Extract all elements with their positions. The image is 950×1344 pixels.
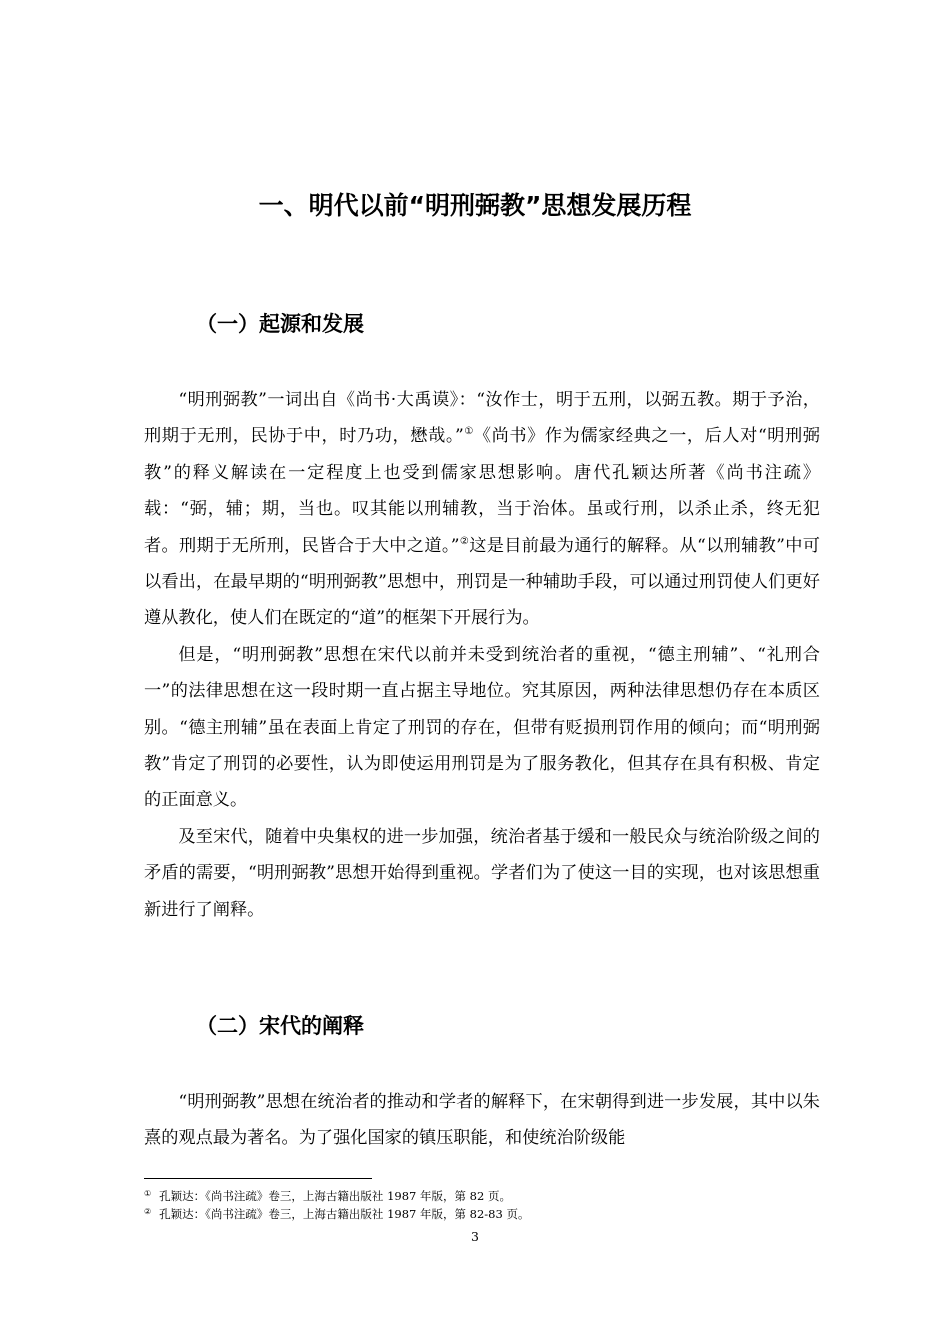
paragraph-text: 这是目前最为通行的解释。从“以刑辅教”中可以看出，在最早期的“明刑弼教”思想中，刑罚是一种辅助手段，可以通过刑罚使人们更好遵从教化，使人们在既定的“道”的框架下开展行为。: [144, 535, 820, 629]
paragraph: 及至宋代，随着中央集权的进一步加强，统治者基于缓和一般民众与统治阶级之间的矛盾的需要，“明刑弼教”思想开始得到重视。学者们为了使这一目的实现，也对该思想重新进行了阐释。: [144, 826, 820, 920]
paragraph: 但是，“明刑弼教”思想在宋代以前并未受到统治者的重视，“德主刑辅”、“礼刑合一”的法律思想在这一段时期一直占据主导地位。究其原因，两种法律思想仍存在本质区别。“德主刑辅”虽在表面上肯定了刑罚的存在，但带有贬损刑罚作用的倾向；而“明刑弼教”肯定了刑罚的必要性，认为即使运用刑罚是为了服务教化，但其存在具有积极、肯定的正面意义。: [144, 644, 820, 811]
paragraph-text: “明刑弼教”一词出自《尚书·大禹谟》：“汝作士，明于五刑，以弼五教。期于予治，刑期于无刑，民协于中，时乃功，懋哉。”: [144, 390, 820, 447]
page-number: 3: [471, 1229, 479, 1244]
footnote-mark: ①: [144, 1189, 152, 1198]
section-2-body: [144, 1084, 820, 1157]
footnote-ref-1[interactable]: ①: [463, 426, 474, 438]
section-heading-2: （二）宋代的阐释: [196, 1014, 364, 1038]
footnote-ref-2[interactable]: ②: [459, 535, 470, 547]
section-1-body: [144, 382, 820, 928]
footnote-mark: ②: [144, 1207, 152, 1216]
footnote-divider: [144, 1178, 372, 1179]
chapter-heading: 一、明代以前“明刑弼教”思想发展历程: [258, 191, 692, 220]
paragraph-text: 《尚书》作为儒家经典之一，后人对“明刑弼教”的释义解读在一定程度上也受到儒家思想影响。唐代孔颖达所著《尚书注疏》载：“弼，辅；期，当也。叹其能以刑辅教，当于治体。虽或行刑，以杀止杀，终无犯者。刑期于无所刑，民皆合于大中之道。”: [144, 426, 820, 556]
paragraph: “明刑弼教”思想在统治者的推动和学者的解释下，在宋朝得到进一步发展，其中以朱熹的观点最为著名。为了强化国家的镇压职能，和使统治阶级能: [144, 1092, 820, 1149]
footnote-1: [144, 1186, 824, 1204]
section-heading-1: （一）起源和发展: [196, 312, 364, 336]
footnotes: [144, 1186, 824, 1222]
footnote-text: 孔颖达：《尚书注疏》卷三，上海古籍出版社 1987 年版，第 82 页。: [159, 1189, 511, 1203]
footnote-2: [144, 1204, 824, 1222]
paragraph: [144, 382, 820, 637]
footnote-text: 孔颖达：《尚书注疏》卷三，上海古籍出版社 1987 年版，第 82-83 页。: [159, 1207, 530, 1221]
